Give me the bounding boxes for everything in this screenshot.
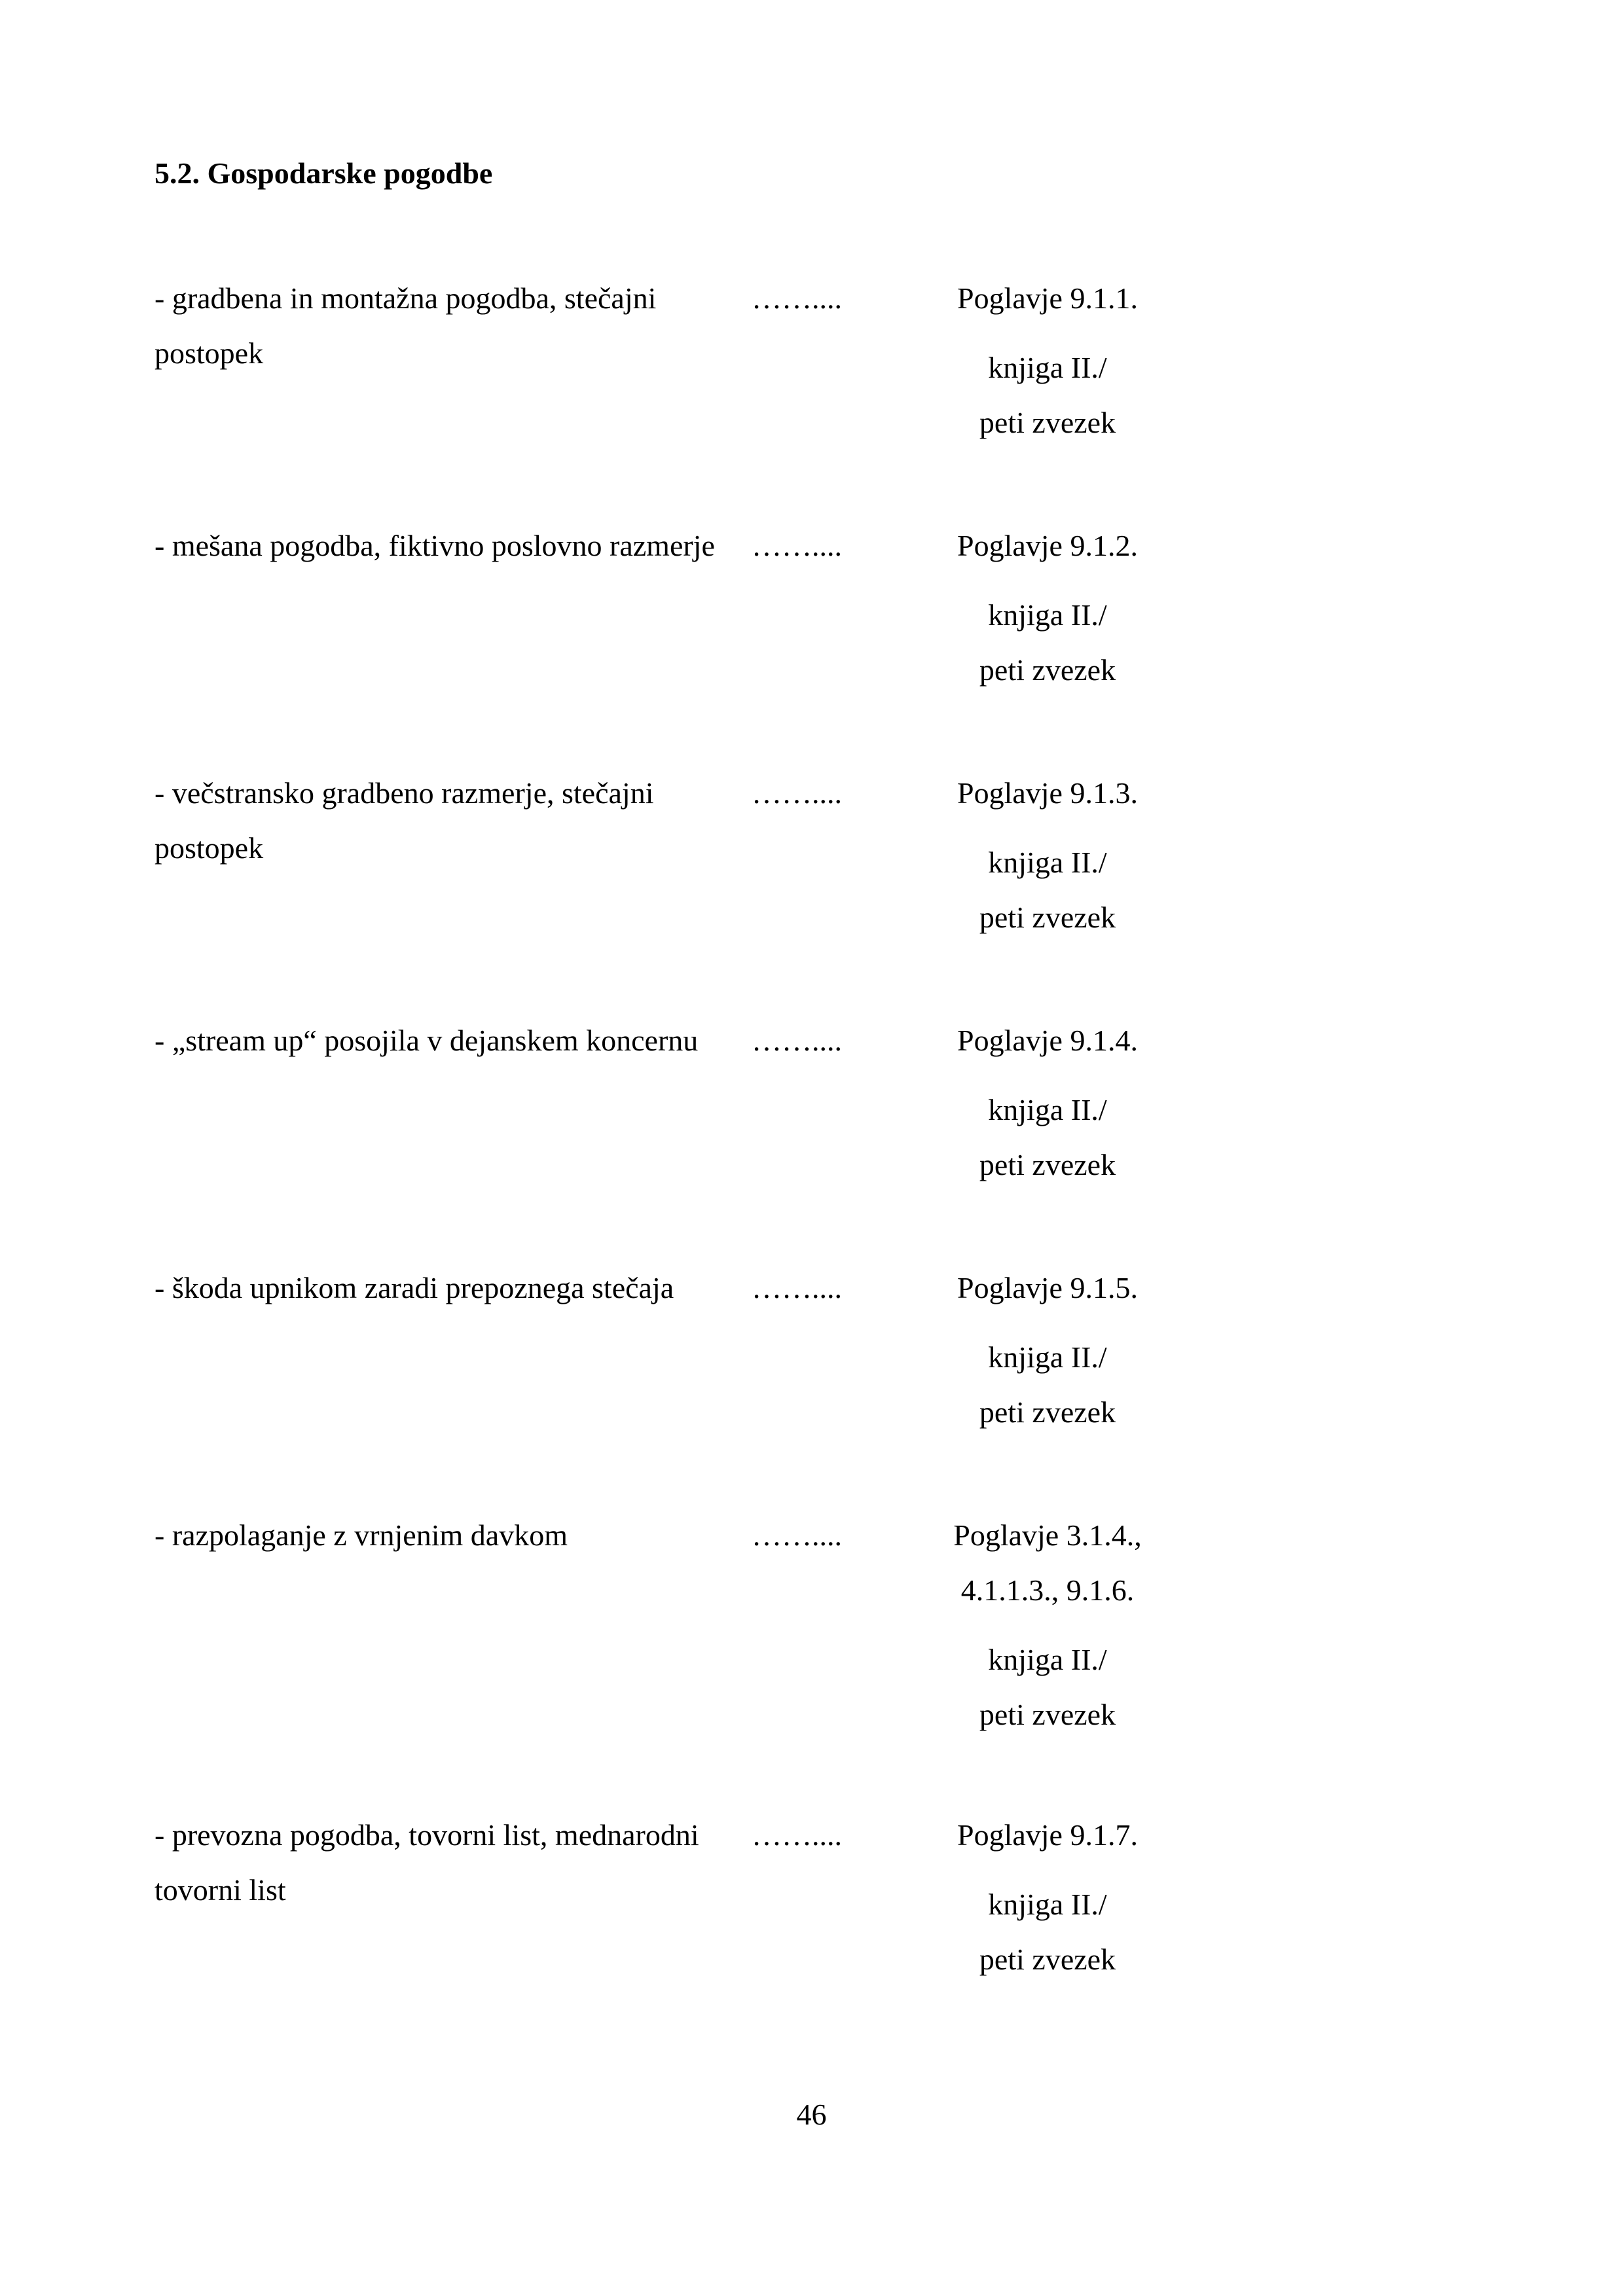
entry-reference [917, 518, 1178, 698]
entry-topic: - gradbena in montažna pogodba, stečajni postopek [155, 281, 657, 370]
entry-book-volume: knjiga II./ [988, 1643, 1107, 1676]
entry-leader-dots: …….... [752, 776, 842, 810]
entry-reference [917, 1013, 1178, 1193]
entry-book-issue: peti zvezek [979, 1698, 1116, 1731]
entry-book-issue: peti zvezek [979, 1943, 1116, 1976]
entry-leader-dots: …….... [752, 1024, 842, 1057]
entry-book [917, 835, 1178, 945]
entry-book-volume: knjiga II./ [988, 598, 1107, 632]
entry-book-volume: knjiga II./ [988, 1888, 1107, 1921]
entry-topic: - večstransko gradbeno razmerje, stečajni postopek [155, 776, 654, 865]
entry-leader-dots: …….... [752, 1271, 842, 1304]
section-heading: 5.2. Gospodarske pogodbe [155, 156, 493, 190]
page-number: 46 [796, 2098, 827, 2131]
entry-book [917, 588, 1178, 698]
entry-book [917, 1083, 1178, 1193]
entry-book [917, 1877, 1178, 1987]
entry-book [917, 340, 1178, 450]
entry-book [917, 1330, 1178, 1440]
entry-reference [917, 1261, 1178, 1440]
entry-book-volume: knjiga II./ [988, 1093, 1107, 1126]
entry-book-issue: peti zvezek [979, 1148, 1116, 1181]
entry-topic: - razpolaganje z vrnjenim davkom [155, 1518, 568, 1552]
entry-book-issue: peti zvezek [979, 406, 1116, 439]
entry-topic: - „stream up“ posojila v dejanskem koncernu [155, 1024, 699, 1057]
entry-chapter: Poglavje 9.1.1. [957, 281, 1138, 315]
entry-book-volume: knjiga II./ [988, 351, 1107, 384]
entry-chapter: Poglavje 9.1.7. [957, 1818, 1138, 1852]
entry-topic: - mešana pogodba, fiktivno poslovno razmerje [155, 529, 715, 562]
entry-topic: - prevozna pogodba, tovorni list, mednarodni tovorni list [155, 1818, 699, 1907]
entry-reference [917, 1508, 1178, 1742]
entry-book-volume: knjiga II./ [988, 1340, 1107, 1374]
entry-chapter: Poglavje 9.1.2. [957, 529, 1138, 562]
entry-book-issue: peti zvezek [979, 901, 1116, 934]
entry-chapter: Poglavje 9.1.4. [957, 1024, 1138, 1057]
entry-reference [917, 766, 1178, 945]
entry-reference [917, 1808, 1178, 1987]
entry-leader-dots: …….... [752, 529, 842, 562]
entry-leader-dots: …….... [752, 281, 842, 315]
entry-chapter: Poglavje 9.1.3. [957, 776, 1138, 810]
entry-chapter: Poglavje 9.1.5. [957, 1271, 1138, 1304]
entry-book-issue: peti zvezek [979, 1395, 1116, 1429]
entry-book-volume: knjiga II./ [988, 846, 1107, 879]
entry-reference [917, 271, 1178, 450]
entry-leader-dots: …….... [752, 1818, 842, 1852]
entry-topic: - škoda upnikom zaradi prepoznega stečaja [155, 1271, 674, 1304]
entry-book [917, 1632, 1178, 1742]
entry-chapter-continued: 4.1.1.3., 9.1.6. [960, 1573, 1135, 1607]
entry-chapter: Poglavje 3.1.4., [953, 1518, 1142, 1552]
entry-book-issue: peti zvezek [979, 653, 1116, 687]
entry-leader-dots: …….... [752, 1518, 842, 1552]
